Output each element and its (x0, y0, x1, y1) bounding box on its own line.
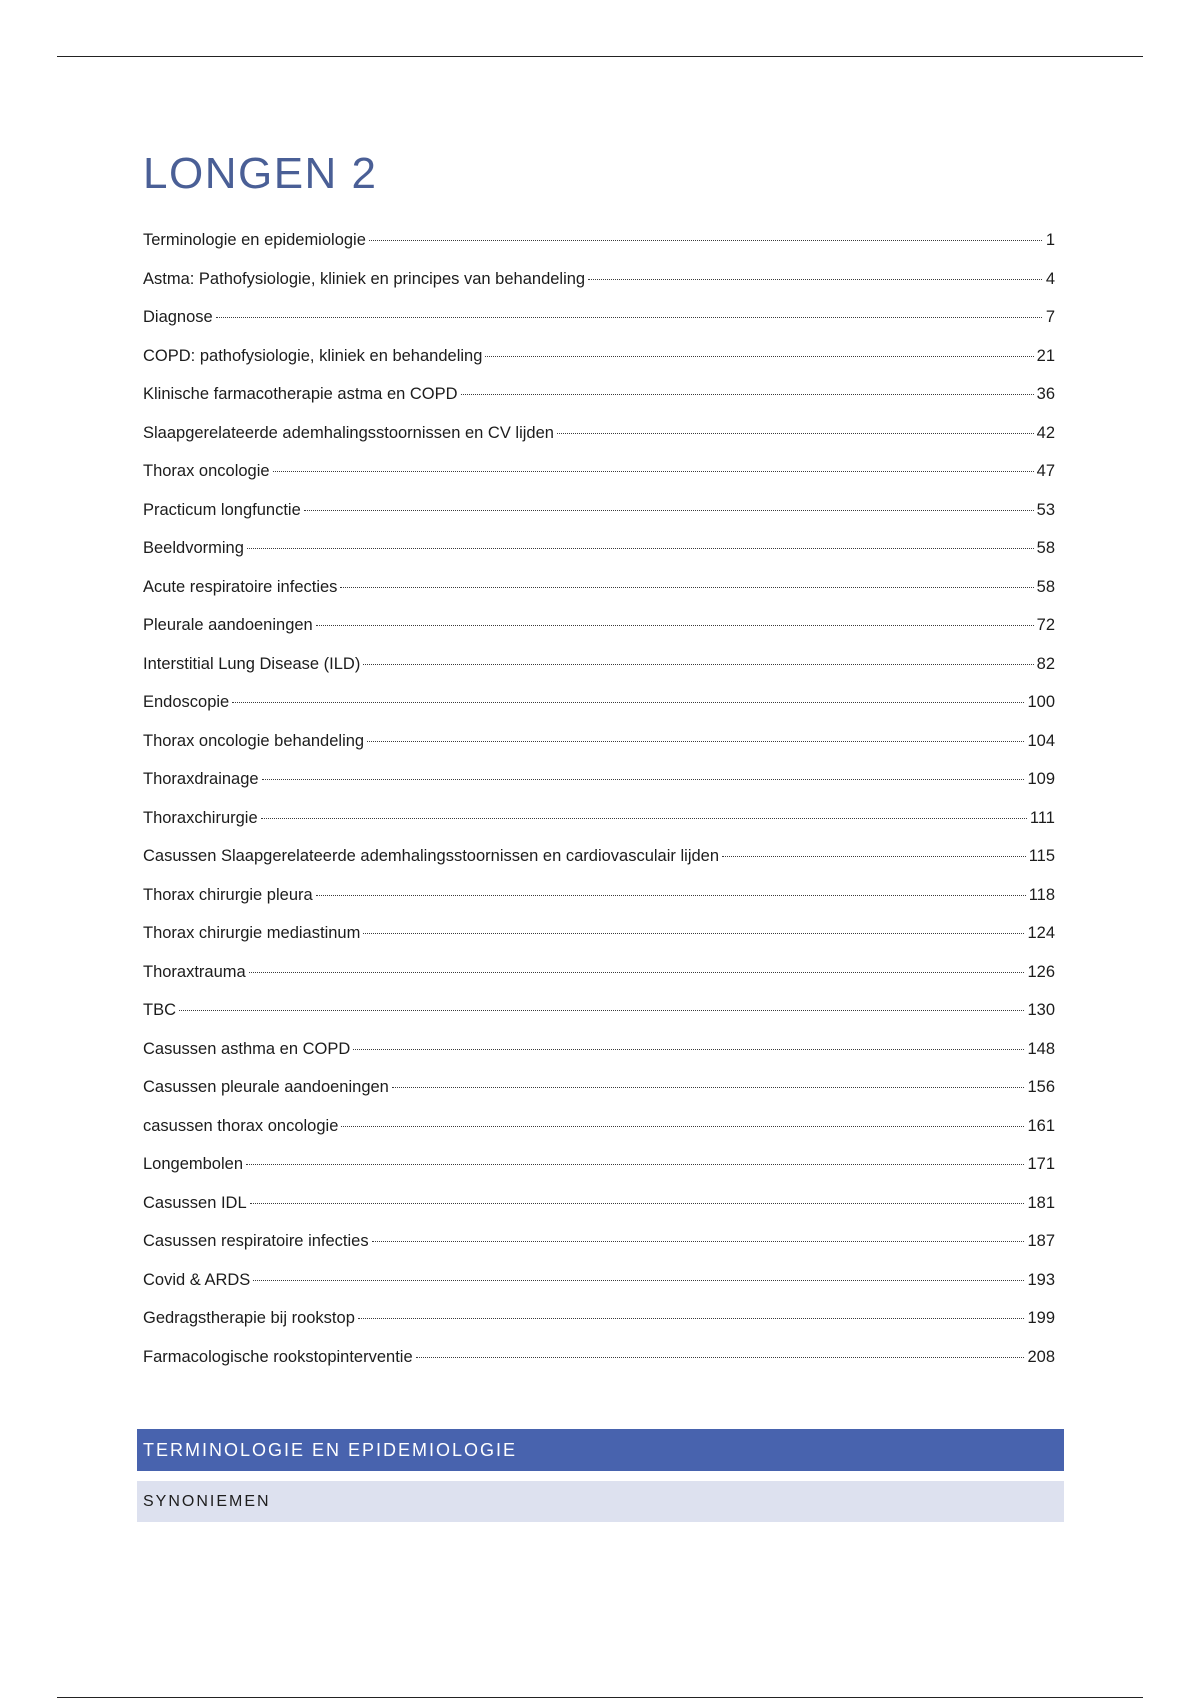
toc-dot-leader (247, 548, 1034, 549)
toc-entry-label: Thoraxchirurgie (143, 808, 258, 827)
toc-entry-label: Klinische farmacotherapie astma en COPD (143, 385, 458, 403)
toc-dot-leader (367, 741, 1024, 742)
toc-entry-label: Thorax chirurgie pleura (143, 885, 313, 904)
toc-entry[interactable] (143, 1145, 1055, 1184)
toc-dot-leader (316, 895, 1026, 896)
toc-dot-leader (340, 587, 1033, 588)
toc-entry[interactable] (143, 606, 1055, 645)
toc-entry-label: Casussen Slaapgerelateerde ademhalingsstoornissen en cardiovasculair lijden (143, 847, 720, 865)
toc-entry-label: Terminologie en epidemiologie (143, 231, 366, 249)
toc-entry-label: Covid & ARDS (143, 1270, 251, 1289)
toc-entry-page-number: 126 (1027, 962, 1055, 981)
toc-dot-leader (262, 779, 1025, 780)
toc-dot-leader (246, 1164, 1024, 1165)
toc-entry-page-number: 115 (1028, 847, 1055, 865)
toc-entry[interactable] (143, 645, 1055, 684)
toc-entry[interactable] (143, 683, 1055, 722)
toc-entry-page-number: 1 (1045, 231, 1055, 249)
toc-dot-leader (363, 933, 1024, 934)
toc-entry-page-number: 109 (1027, 770, 1055, 788)
toc-dot-leader (250, 1203, 1025, 1204)
toc-dot-leader (369, 240, 1042, 241)
toc-entry-page-number: 156 (1027, 1078, 1055, 1096)
toc-dot-leader (179, 1010, 1024, 1011)
toc-entry-label: casussen thorax oncologie (143, 1116, 339, 1135)
toc-entry-label: Casussen asthma en COPD (143, 1039, 351, 1058)
toc-entry-page-number: 36 (1036, 385, 1055, 403)
toc-entry-page-number: 199 (1027, 1309, 1055, 1327)
toc-dot-leader (216, 317, 1042, 318)
toc-entry[interactable] (143, 375, 1055, 414)
toc-dot-leader (249, 972, 1025, 973)
toc-entry-label: Farmacologische rookstopinterventie (143, 1347, 413, 1366)
toc-entry-page-number: 4 (1045, 269, 1055, 288)
toc-dot-leader (341, 1126, 1024, 1127)
toc-entry-label: Beeldvorming (143, 539, 244, 557)
toc-entry-page-number: 58 (1036, 577, 1055, 596)
toc-entry-label: Thorax oncologie (143, 462, 270, 480)
toc-entry[interactable] (143, 337, 1055, 376)
section-heading: TERMINOLOGIE EN EPIDEMIOLOGIE (137, 1429, 1064, 1471)
toc-entry-page-number: 124 (1027, 924, 1055, 942)
toc-entry[interactable] (143, 876, 1055, 915)
toc-entry-label: Casussen pleurale aandoeningen (143, 1078, 389, 1096)
toc-entry-label: Pleurale aandoeningen (143, 616, 313, 634)
toc-entry[interactable] (143, 529, 1055, 568)
toc-entry[interactable] (143, 914, 1055, 953)
toc-entry-label: Thorax chirurgie mediastinum (143, 924, 361, 942)
toc-entry[interactable] (143, 837, 1055, 876)
toc-dot-leader (372, 1241, 1025, 1242)
toc-entry-page-number: 7 (1045, 308, 1055, 326)
document-title: LONGEN 2 (143, 149, 378, 198)
toc-entry-label: Slaapgerelateerde ademhalingsstoornissen en CV lijden (143, 423, 554, 442)
toc-entry-label: COPD: pathofysiologie, kliniek en behandeling (143, 346, 483, 365)
toc-dot-leader (485, 356, 1033, 357)
toc-entry-label: Diagnose (143, 308, 213, 326)
toc-dot-leader (353, 1049, 1024, 1050)
toc-entry-page-number: 118 (1028, 885, 1055, 904)
toc-dot-leader (358, 1318, 1025, 1319)
toc-entry-page-number: 53 (1036, 500, 1055, 519)
toc-dot-leader (557, 433, 1034, 434)
toc-entry[interactable] (143, 298, 1055, 337)
toc-entry-page-number: 193 (1027, 1270, 1055, 1289)
subsection-heading: SYNONIEMEN (137, 1481, 1064, 1522)
toc-entry-page-number: 42 (1036, 423, 1055, 442)
toc-entry-page-number: 111 (1029, 808, 1055, 827)
toc-entry-label: Astma: Pathofysiologie, kliniek en principes van behandeling (143, 269, 586, 288)
toc-entry-page-number: 104 (1027, 731, 1055, 750)
toc-entry[interactable] (143, 568, 1055, 607)
toc-entry[interactable] (143, 1299, 1055, 1338)
toc-entry-label: Longembolen (143, 1155, 243, 1173)
toc-entry-label: Thoraxtrauma (143, 962, 246, 981)
toc-dot-leader (722, 856, 1026, 857)
toc-entry-label: Practicum longfunctie (143, 500, 301, 519)
toc-dot-leader (363, 664, 1033, 665)
toc-entry-page-number: 47 (1036, 462, 1055, 480)
toc-entry-label: Casussen IDL (143, 1193, 247, 1212)
table-of-contents (143, 221, 1055, 1376)
toc-entry[interactable] (143, 414, 1055, 453)
toc-entry[interactable] (143, 1184, 1055, 1223)
toc-dot-leader (232, 702, 1024, 703)
toc-dot-leader (416, 1357, 1025, 1358)
toc-entry-page-number: 171 (1027, 1155, 1055, 1173)
toc-entry-page-number: 130 (1027, 1001, 1055, 1019)
toc-dot-leader (316, 625, 1034, 626)
toc-entry[interactable] (143, 221, 1055, 260)
toc-entry-page-number: 148 (1027, 1039, 1055, 1058)
toc-entry-page-number: 181 (1027, 1193, 1055, 1212)
toc-entry-page-number: 161 (1027, 1116, 1055, 1135)
toc-entry[interactable] (143, 1222, 1055, 1261)
toc-entry-label: Thoraxdrainage (143, 770, 259, 788)
toc-entry-page-number: 72 (1036, 616, 1055, 634)
toc-entry-label: Endoscopie (143, 693, 230, 711)
toc-dot-leader (261, 818, 1027, 819)
footer-rule (57, 1697, 1143, 1698)
toc-entry-page-number: 208 (1027, 1347, 1055, 1366)
toc-entry-page-number: 21 (1036, 346, 1055, 365)
toc-entry[interactable] (143, 1261, 1055, 1300)
toc-entry[interactable] (143, 260, 1055, 299)
toc-entry-label: Thorax oncologie behandeling (143, 731, 365, 750)
toc-dot-leader (273, 471, 1034, 472)
toc-entry[interactable] (143, 1068, 1055, 1107)
toc-entry-page-number: 187 (1027, 1232, 1055, 1250)
toc-entry[interactable] (143, 1338, 1055, 1377)
toc-dot-leader (253, 1280, 1024, 1281)
header-rule (57, 56, 1143, 57)
toc-dot-leader (304, 510, 1034, 511)
toc-entry[interactable] (143, 452, 1055, 491)
toc-entry-label: Interstitial Lung Disease (ILD) (143, 654, 361, 673)
toc-entry[interactable] (143, 799, 1055, 838)
toc-entry[interactable] (143, 760, 1055, 799)
toc-entry[interactable] (143, 491, 1055, 530)
toc-entry[interactable] (143, 991, 1055, 1030)
toc-entry[interactable] (143, 722, 1055, 761)
toc-entry[interactable] (143, 1030, 1055, 1069)
toc-entry-page-number: 82 (1036, 654, 1055, 673)
toc-entry[interactable] (143, 953, 1055, 992)
toc-entry-label: Acute respiratoire infecties (143, 577, 338, 596)
toc-entry-page-number: 100 (1027, 693, 1055, 711)
toc-dot-leader (392, 1087, 1025, 1088)
toc-entry-label: Casussen respiratoire infecties (143, 1232, 369, 1250)
toc-entry-label: TBC (143, 1001, 176, 1019)
toc-entry-label: Gedragstherapie bij rookstop (143, 1309, 355, 1327)
toc-entry[interactable] (143, 1107, 1055, 1146)
toc-entry-page-number: 58 (1036, 539, 1055, 557)
toc-dot-leader (461, 394, 1034, 395)
toc-dot-leader (588, 279, 1042, 280)
